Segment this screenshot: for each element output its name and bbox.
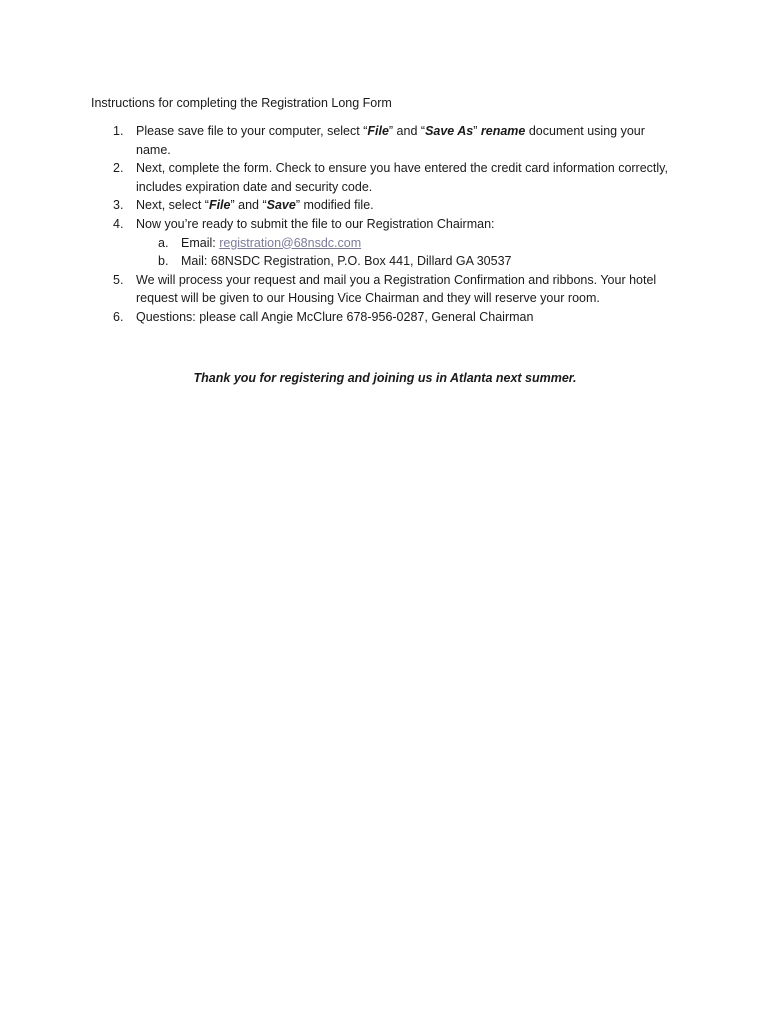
- sub-item-email: [0, 234, 681, 253]
- item-text: We will process your request and mail you a Registration Confirmation and ribbons. Your hotel request will be given to our Housing Vice Chairman and they will reserve your room.: [136, 272, 657, 306]
- list-number: 2.: [113, 161, 124, 176]
- item-text: Next, complete the form. Check to ensure you have entered the credit card information correctly, includes expiration date and security code.: [136, 161, 668, 194]
- item-text: ” modified file.: [295, 198, 374, 213]
- list-number: 3.: [113, 198, 124, 213]
- save-as-term: Save As: [425, 124, 474, 138]
- item-text: Questions: please call Angie McClure 678-956-0287, General Chairman: [136, 309, 534, 324]
- item-text: ” and “: [388, 124, 426, 138]
- list-number: 4.: [113, 216, 124, 231]
- list-item-6: [0, 308, 676, 327]
- list-number: 6.: [113, 309, 124, 324]
- list-letter: b.: [158, 254, 169, 269]
- list-item-3: [0, 196, 676, 215]
- list-item-1: [0, 122, 676, 159]
- email-link[interactable]: registration@68nsdc.com: [219, 235, 362, 250]
- file-term: File: [208, 198, 231, 213]
- item-text: Now you’re ready to submit the file to our Registration Chairman:: [136, 216, 495, 231]
- item-text: Next, select “: [136, 198, 209, 213]
- item-text: ” and “: [230, 198, 267, 213]
- list-item-4: [0, 215, 676, 234]
- list-number: 5.: [113, 272, 124, 287]
- save-term: Save: [266, 198, 296, 213]
- file-term: File: [367, 124, 389, 138]
- instructions-list: [0, 122, 770, 327]
- sub-item-mail: [0, 252, 681, 271]
- rename-term: rename: [480, 124, 526, 138]
- list-item-2: [0, 159, 676, 196]
- page-title: Instructions for completing the Registration Long Form: [91, 96, 392, 110]
- item-text: Please save file to your computer, select “: [136, 124, 368, 138]
- thank-you-note: Thank you for registering and joining us in Atlanta next summer.: [193, 371, 577, 385]
- item-text: document using your name.: [136, 124, 645, 157]
- email-label: Email:: [181, 235, 220, 250]
- list-letter: a.: [158, 235, 169, 250]
- list-number: 1.: [113, 124, 124, 138]
- item-text: ”: [473, 124, 481, 138]
- list-item-5: [0, 271, 676, 308]
- mail-address: Mail: 68NSDC Registration, P.O. Box 441, Dillard GA 30537: [181, 254, 512, 269]
